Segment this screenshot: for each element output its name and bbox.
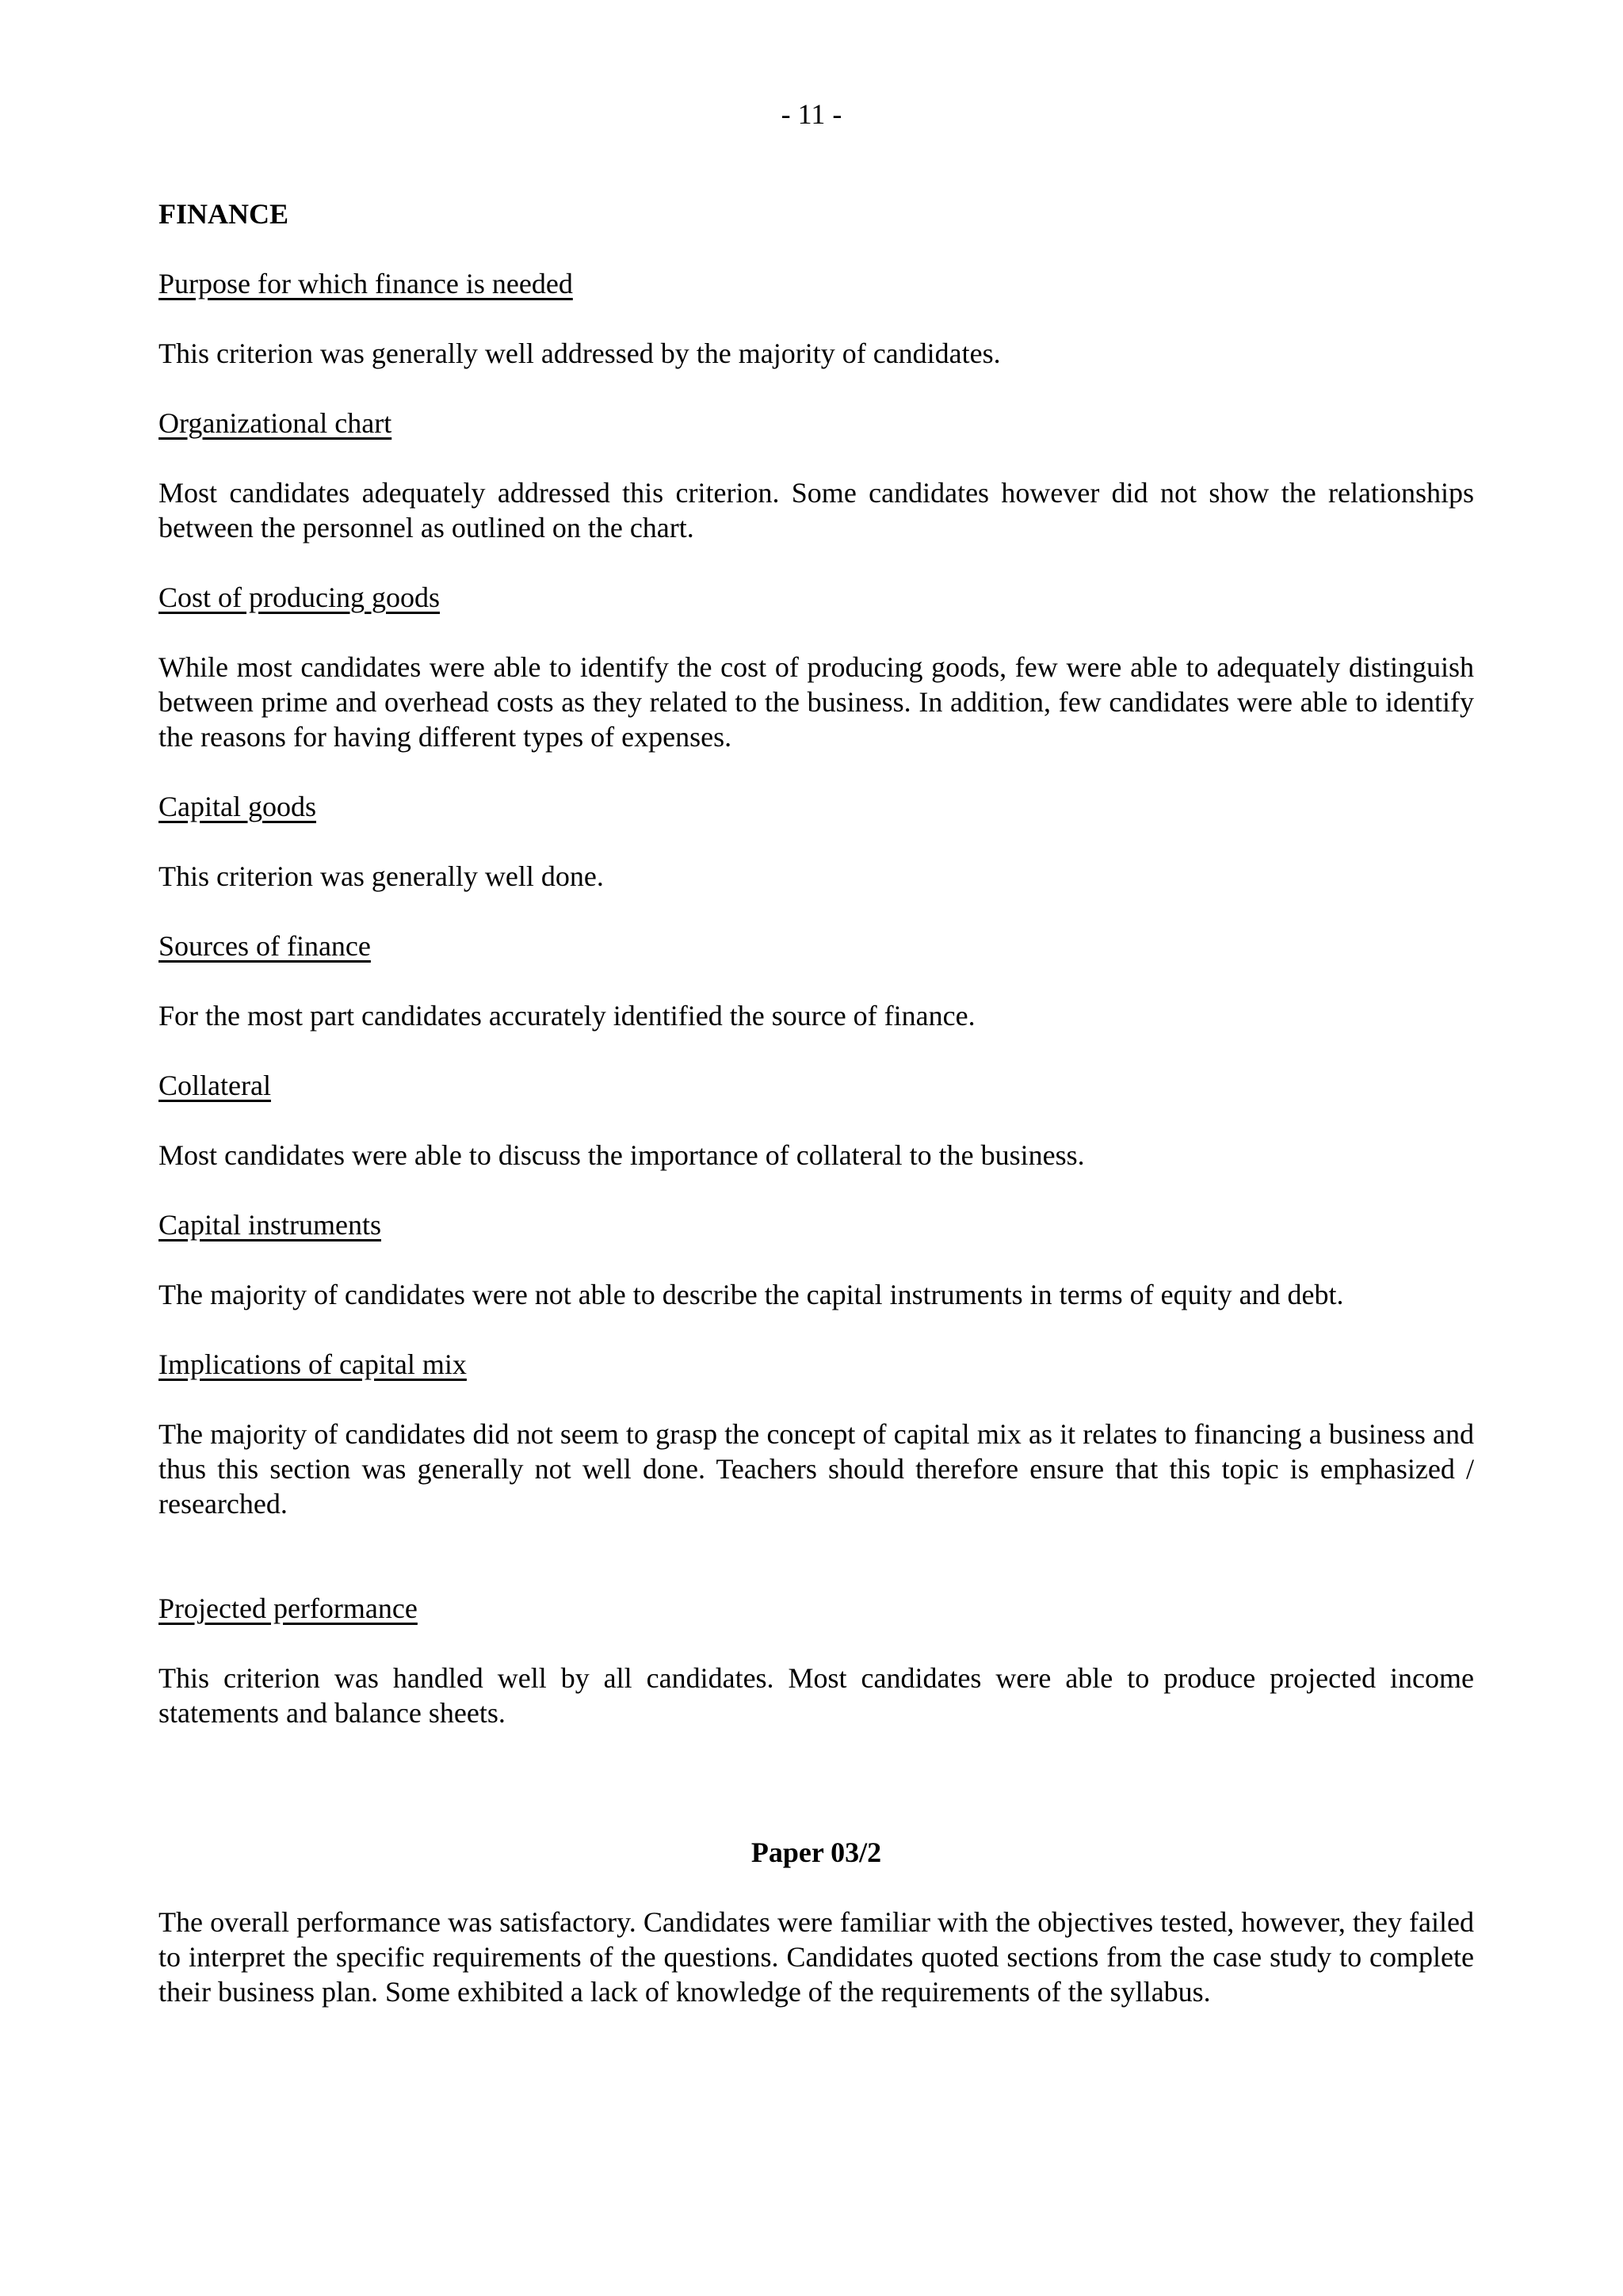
criterion-heading: Cost of producing goods xyxy=(158,582,440,613)
criterion-heading: Sources of finance xyxy=(158,930,371,962)
criterion-text: This criterion was generally well done. xyxy=(158,860,604,892)
criterion-text: While most candidates were able to identify the cost of producing goods, few were able to adequately distinguish between prime and overhead costs as they related to the business. In addition, few candidates were able to identify the reasons for having different types of expenses. xyxy=(158,651,1474,753)
criterion-capital-instruments xyxy=(158,1207,1474,1312)
criterion-text: This criterion was generally well addressed by the majority of candidates. xyxy=(158,338,1001,369)
criterion-text: The majority of candidates were not able to describe the capital instruments in terms of equity and debt. xyxy=(158,1279,1344,1310)
criterion-heading: Capital instruments xyxy=(158,1209,381,1241)
criterion-organizational-chart xyxy=(158,406,1474,545)
criterion-heading: Collateral xyxy=(158,1070,271,1101)
criterion-collateral xyxy=(158,1068,1474,1173)
section-gap xyxy=(158,1765,1474,1835)
criterion-heading: Capital goods xyxy=(158,791,316,822)
section-gap xyxy=(158,1556,1474,1591)
section-title: FINANCE xyxy=(158,198,289,230)
criterion-text: Most candidates were able to discuss the importance of collateral to the business. xyxy=(158,1139,1085,1171)
report-content xyxy=(158,196,1474,2044)
paper-summary: The overall performance was satisfactory. Candidates were familiar with the objectives tested, however, they failed to interpret the specific requirements of the questions. Candidates quoted sections from the case study to complete their business plan. Some exhibited a lack of knowledge of the requirements of the syllabus. xyxy=(158,1906,1474,2008)
criterion-text: This criterion was handled well by all candidates. Most candidates were able to produce projected income statements and balance sheets. xyxy=(158,1662,1474,1729)
criterion-purpose xyxy=(158,266,1474,371)
criterion-text: The majority of candidates did not seem to grasp the concept of capital mix as it relates to financing a business and thus this section was generally not well done. Teachers should therefore ensure that this topic is emphasized / researched. xyxy=(158,1418,1474,1520)
criterion-sources-of-finance xyxy=(158,929,1474,1033)
criterion-text: Most candidates adequately addressed this criterion. Some candidates however did not show the relationships between the personnel as outlined on the chart. xyxy=(158,477,1474,543)
criterion-projected-performance xyxy=(158,1591,1474,1730)
criterion-heading: Projected performance xyxy=(158,1592,418,1624)
criterion-text: For the most part candidates accurately identified the source of finance. xyxy=(158,1000,976,1032)
criterion-capital-mix xyxy=(158,1347,1474,1521)
criterion-capital-goods xyxy=(158,789,1474,894)
criterion-cost-of-producing-goods xyxy=(158,580,1474,754)
paper-title: Paper 03/2 xyxy=(750,1836,882,1868)
criterion-heading: Organizational chart xyxy=(158,407,392,439)
page-number: - 11 - xyxy=(781,98,842,130)
criterion-heading: Purpose for which finance is needed xyxy=(158,268,573,299)
criterion-heading: Implications of capital mix xyxy=(158,1348,467,1380)
